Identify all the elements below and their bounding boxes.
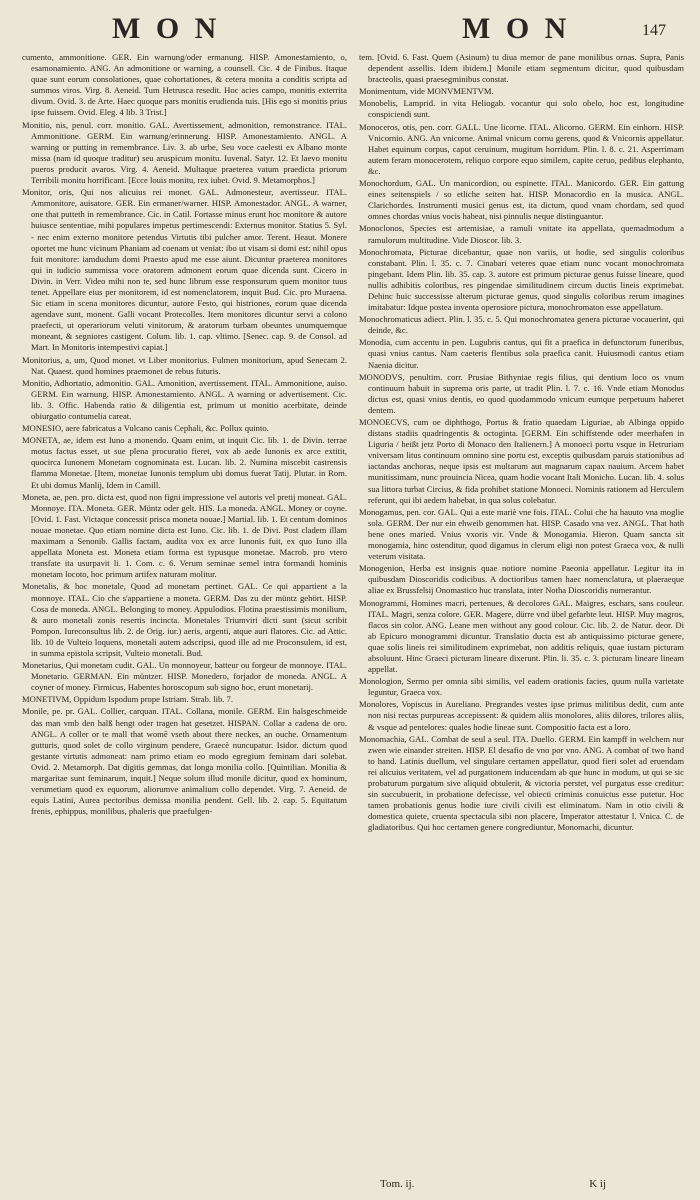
dictionary-entry: MONESIO, aere fabricatus a Vulcano canis Cephali, &c. Pollux quinto. [22, 423, 269, 434]
dictionary-entry: Monochordum, GAL. Un manicordion, ou espinette. ITAL. Manicordo. GER. Ein gattung eines seitenspiels / so etliche seiten hat. HISP. Monacordio en la musica. ANGL. Clarichordes. Instrumenti musici genus est, ita dictum, quod vnam chordam, sed quod omnes chordas vnius vocis habeat, nisi pinnulis neque distinguantur. [359, 178, 684, 222]
dictionary-entry: Monetarius, Qui monetam cudit. GAL. Un monnoyeur, batteur ou forgeur de monnoye. ITAL. Monetario. GERMAN. Ein müntzer. HISP. Monedero, forjador de moneda. ANGL. A coyner of money. Firmicus, Habentes horoscopum sub signo hoc, erunt monetarij. [22, 660, 347, 693]
dictionary-entry: Monitio, Adhortatio, admonitio. GAL. Amonition, avertissement. ITAL. Ammonitione, auiso. GERM. Ein warnung. HISP. Amonestamiento. ANGL. A warning or advertisement. Cic. lib. 3. Offic. Habenda ratio & diligentia est, primum ut monitio acerbitate, deinde obiurgatio contumelia careat. [22, 377, 347, 421]
page-number: 147 [642, 22, 666, 39]
gathering-mark: K ij [589, 1178, 606, 1190]
dictionary-entry: Monile, pe. pr. GAL. Collier, carquan. ITAL. Collana, monile. GERM. Ein halsgeschmeide das man vmb den halß hengt oder tragen hat gesetzet. HISPAN. Collar a cadena de oro. ANGL. A coller or te mall that womē vseth about there neckes, an ouche. Ornamentum gutturis, quod solet de collo virginum pendere, Graecè nuncupatur. Isidor. dictum quod gestante virtutis admoneat: nam primo etiam eo modo egregium feminam dari solebat. Ovid. 2. Metamorph. Dat digitis gemmas, dat longa monilia collo. [Quintilian. Monilia & margaritae sunt feminarum, inquit.] Neque solum illud monile dicitur, quod ex hominum, verumetiam quod ex equorum, aliorumve animalium collo dependet. Virg. 7. Aeneid. de equis Latini, Aurea pectoribus demissa monilia pendent. Gell. lib. 2. cap. 5. Equitatum frenis, ephippus, monilibus, phaleris que praefulgen- [22, 706, 347, 817]
dictionary-entry: Monochromaticus adiect. Plin. l. 35. c. 5. Qui monochromatea genera picturae vocauerint, qui deinde, &c. [359, 314, 684, 336]
dictionary-entry: Monitio, nis, penul. corr. monitio. GAL. Avertissement, admonition, remonstrance. ITAL. Ammonitione. GERM. Ein warnung/erinnerung. HISP. Amonestamiento. ANGL. A warning or putting in remembrance. Liv. 3. ab urbe, Seu voce caelesti ex Albano monte missa (nam id quoque traditur) seu aruspicum monitu. Iuvenal. Satyr. 12. Et laevo monitu pueros producit avaros. Virg. 4. Aeneid. Multaque praeterea vatum praedicta priorum Terribili monitu horrificant. [Ecce louis monitu, rex iubet. Ovid. 9. Metamorphos.] [22, 119, 347, 186]
dictionary-entry: Monogenion, Herba est insignis quae notiore nomine Paeonia appellatur. Legitur ita in quibusdam Dioscoridis codicibus. A doctioribus tamen haec nomenclatura, ut plaeraeque aliae ex Brussfelsij Onomastico huc translata, inter Notha Dioscoridis numerantur. [359, 563, 684, 596]
dictionary-entry: MONOECVS, cum oe diphthogo, Portus & fratio quaedam Liguriae, ab Albinga oppido distans stadiis quadringentis & octoginta. [GERM. Ein schiffstende oder meerhafen in Liguria / heißt jetz Porto di Monaco den Italienern.] A monoeci portu vsque in Hetruriam vniversam litus continuum omnino sine portu est, exceptis quibusdam paruis stationibus ad iactandas anchoras, neque ipsis est multarum aut magnarum capax nauium. Arcem habet munitissimam, nunc prouincia Nicea, quam hodie vocant Itali Monicho. Lucan. lib. 4. solus sua littora turbat Circius, & fida prohibet statione Monoeci. Nominis rationem ad Herculem referunt, qui ibi aedem habebat, in qua solus colebatur. [359, 417, 684, 505]
dictionary-entry: Monimentum, vide MONVMENTVM. [359, 86, 494, 97]
dictionary-entry: Monoceros, otis, pen. corr. GALL. Une licorne. ITAL. Alicorno. GERM. Ein einhorn. HISP. Vnicornio. ANG. An vnicorne. Animal vnicum cornu gerens, quod & Vnicornis appellatur. Habet equinum corpus, caput ceruinum, mugitum horridum. Plin. l. 8. c. 21. Asperrimam autem feram monocerotem, reliquo corpore equo similem, capite ceruo, pedibus elephanto, &c. [359, 121, 684, 176]
right-column [359, 52, 684, 1192]
dictionary-entry: Monomachia, GAL. Combat de seul a seul. ITA. Duello. GERM. Ein kampff in welchem nur zwen wie einander streiten. HISP. El desafio de vno por vno. ANG. A combat of two hand to hand. Latinis duellum, vel singulare certamen appellatur, quod fieri solet ad eruendam rei alicuius veritatem, vel ad purgationem inducendam ab que hunc in modum, ut qui se sic probaturum purgatum sive aliquid obtulerit, & victoria perstet, vel purgatus esse creditur: sin succubuerit, in probatione defecisse, vel obiecti criminis conuictus esse putetur. Hoc tamen probationis genus hodie iure civili civili est eliminatum. Nam in otio civili & domestica quiete, cruenta spectacula sibi non placere, Imperator attestatur l. Vnica. C. de gladiatoribus. Qui hoc certamen genere congrediuntur, Monomachi, dicuntur. [359, 733, 684, 833]
dictionary-entry: Monitor, oris, Qui nos alicuius rei monet. GAL. Admonesteur, avertisseur. ITAL. Ammonitore, auisatore. GER. Ein ermaner/warner. HISP. Amonestador. ANGL. A warner, one that putteth in remembrance. Cic. in Catil. Fortasse minus erunt hoc monitore & autore huiusce sententiae, mihi populares impetus pertimescendi: Externus monitor. Statius 5. Syl. - nec enim externo monitore petendus Virtutis tibi pulcher amor. Terent. Heaut. Monere oportet me hunc vicinum Phaniam ad coenam ut veniat: ibo ut visam si domi est: nihil opus fuit monitore: iamdudum domi Praesto apud me esse aiunt. Dicuntur praeterea monitores qui in iudicio summissa voce oratorem admonent eorum quae dicenda sunt. Cicero in Divin. in Verr. Video mihi non te, sed hunc librum esse responsurum quem monitor tuus tenet. Appellare eius per monitorem, id est nomenclatorem, inquit Bud. Cic. pro Muraena. Sic etiam in scena monitores dicuntur, autore Festo, qui histriones, eorum quae dicenda agendave sunt, monent. Galli vocant Protecolles. Item monitores dicuntur servi a colono praefecti, ut operariorum veluti vinitorum, & aratorum turbam obeuntes unumquemque moneant, & segniores castigent. Colum. lib. 1. cap. vltimo. [Senec. cap. 9. de Consol. ad Mart. In Monitoris intempestivi capiat.] [22, 187, 347, 353]
dictionary-entry: MONETA, ae, idem est Iuno a monendo. Quam enim, ut inquit Cic. lib. 1. de Divin. terrae motus factus esset, ut sue plena procuratio fieret, vox ab aede Iunonis ex arce extitit, quocirca Iunonem Monetam cognominata est. Lucan. lib. 2. Numina miscebit castrensis flamma Monetae. [Item, monetae Iunonis templum ubi domus fuerat Tatij. Plutar. in Rom. Et ubi domus Manlij, Idem in Camill. [22, 435, 347, 490]
header-right-word: M O N [462, 12, 571, 45]
running-header [22, 8, 676, 48]
dictionary-entry: Monobelis, Lamprid. in vita Heliogab. vocantur qui solo obelo, hoc est, longitudine conspiciendi sunt. [359, 98, 684, 120]
dictionary-entry: MONETIVM, Oppidum Ispodum prope Istriam. Strab. lib. 7. [22, 694, 234, 705]
dictionary-entry: Monodia, cum accentu in pen. Lugubris cantus, qui fit a praefica in defunctorum funeribus, quasi vnius cantus. Nam caeteris flentibus sola praefica canit. Huiusmodi cantus etiam Naenia dicitur. [359, 337, 684, 370]
dictionary-entry: cumento, ammonitione. GER. Ein warnung/oder ermanung. HISP. Amonestamiento, o, esamonamiento. ANG. An admonitione or warning, a counsell. Cic. 4 de Finibus. Itaque quae sunt eorum consolationes, quae cohortationes, & cetera monita a conditis scripta ad summos viros. Virg. 8. Aeneid. Tum Hetrusca resedit. Hoc acies campo, monitis exterrita divum. Ovid. 3. de Arte. Haec quoque pars monitis erudienda tuis. [His ego si monitis prius ipse fuissem. Ovid. Eleg. 4 lib. 3 Trist.] [22, 52, 347, 118]
dictionary-entry: tem. [Ovid. 6. Fast. Quem (Asinum) tu diua memor de pane monilibus ornas. Supra, Panis dependent assellis. Idem ibidem.] Monile etiam segmentum dicitur, quod quibusdam bracteolis, quasi praesegminibus constat. [359, 52, 684, 85]
dictionary-entry: Monoclonos, Species est artemisiae, a ramuli vnitate ita appellata, quemadmodum a ramulorum multitudine. Vide Dioscor. lib. 3. [359, 223, 684, 245]
dictionary-entry: Monogamus, pen. cor. GAL. Qui a este mariè vne fois. ITAL. Colui che ha hauuto vna moglie sola. GERM. Der nur ein ehweib genommen hat. HISP. Casado vna vez. ANGL. That hath bene ones maried. Vnius vxoris vir. Vnde & Monogamia. Hieron. Quam sancta sit monogamia, hinc ostenditur, quod digamus in clerum eligi non potest Graeca vox, & nulli veterum visitata. [359, 506, 684, 562]
two-column-body [22, 52, 684, 1192]
dictionary-entry: Moneta, ae, pen. pro. dicta est, quod non figni impressione vel autoris vel pretij moneat. GAL. Monnoye. ITA. Moneta. GER. Müntz oder gelt. HIS. La moneda. ANGL. Money or coyne. [Ovid. 1. Fast. Victaque concessit prisca moneta nouae.] Martial. lib. 1. Et centum dominos nouae monetae. Quo etiam nomine dicta est Iuno. Cic. lib. 1. de Divi. Post cladem illam maximam a Senonib. Gallis factam, audita vox ex arce Iunonis fuit, ex quo Iuno illa appellata Moneta est. Moneta etiam forma est typusque monetae. Macrob. pro vtero transfate ita usurpavit li. 1. Com. c. 6. Verum seminae semel intra formandi hominis monetam locoto, hoc primum artifex naturam molitur. [22, 491, 347, 580]
dictionary-entry: Monetalis, & hoc monetale, Quod ad monetam pertinet. GAL. Ce qui appartient a la monnoye. ITAL. Cio che s'appartiene a moneta. GERM. Das zu der müntz gehört. HISP. Cosa de moneda. ANGL. Belonging to money. Appulodios. Flotina praestissimis monilium, & auro monetali zonis resertis incincta. Monetales Triumviri dicti sunt (sicut scribit Pompon. Iureconsultus lib. 2. de Orig. iur.) aeris, argenti, atque auri flatores. Cic. ad Attic. lib. 10 de Vulteio loquens, monetali autem adscripsi, quod ille ad me Proconsulem, id est, in summa epistola scripsit, Vulteio monetali. Bud. [22, 581, 347, 658]
dictionary-entry: Monitorius, a, um, Quod monet. vt Liber monitorius. Fulmen monitorium, apud Senecam 2. Nat. Quaest. quod homines praemonet de rebus futuris. [22, 354, 347, 376]
dictionary-entry: Monogrammi, Homines macri, pertenues, & decolores GAL. Maigres, eschars, sans couleur. ITAL. Magri, senza colore. GER. Magere, dürre vnd übel gefarbte leut. HISP. Muy magros, flacos sin color. ANG. Leane men without any good colour. Cic. lib. 2. de Natur. deor. Di ab Epicuro monogrammi dicuntur. Translatio ducta est ab antiquissimo picturae genere, quae solis lineis rei similitudinem exprimebat, non additis reliquis, quae iustam picturam absoluunt. Hinc Graeci picturam lineare dixerunt. Plin. li. 35. c. 3. picturam lineare lineam appellat. [359, 597, 684, 675]
signature-mark: Tom. ij. [380, 1178, 415, 1190]
dictionary-entry: Monochromata, Picturae dicebantur, quae non variis, ut hodie, sed singulis coloribus constabant. Plin. l. 35. c. 7. Cinabari veteres quae etiam nunc vocant monochromata pingebant. Idem Plin. lib. 35. cap. 3. autore est primum picturae genus fuisse lineare, quod nullis adhibitis coloribus, res pingendae similitudinem circum ductis lineis exprimebat. Dehinc huic successisse alterum picturae genus, quod singulis coloribus rerum imagines imitabatur: Idque postea inventa operosiore pictura, monochromaton esse appellatum. [359, 246, 684, 313]
dictionary-entry: MONODVS, penultim. corr. Prusiae Bithyniae regis filius, qui dentium loco os vnum continuum habuit in suprema oris parte, ut tradit Plin. l. 7. c. 16. Vnde etiam Monodus dictus est, quasi vnius dentis, eo quod quodammodo vnicum eumque perpetuum haberet dentem. [359, 371, 684, 415]
left-column [22, 52, 347, 1192]
dictionary-entry: Monologion, Sermo per omnia sibi similis, vel eadem orationis facies, quum nulla varietate leguntur, Graeca vox. [359, 676, 684, 698]
header-left-word: M O N [112, 12, 221, 45]
dictionary-entry: Monolores, Vopiscus in Aureliano. Pregrandes vestes ipse primus militibus dedit, cum ante non nisi rectas purpureas accepissent: & quidem aliis monolores, aliis dilores, trilores aliis, & vsque ad pentelores: quales hodie lineae sunt. Compositio facta est a loro. [359, 699, 684, 732]
